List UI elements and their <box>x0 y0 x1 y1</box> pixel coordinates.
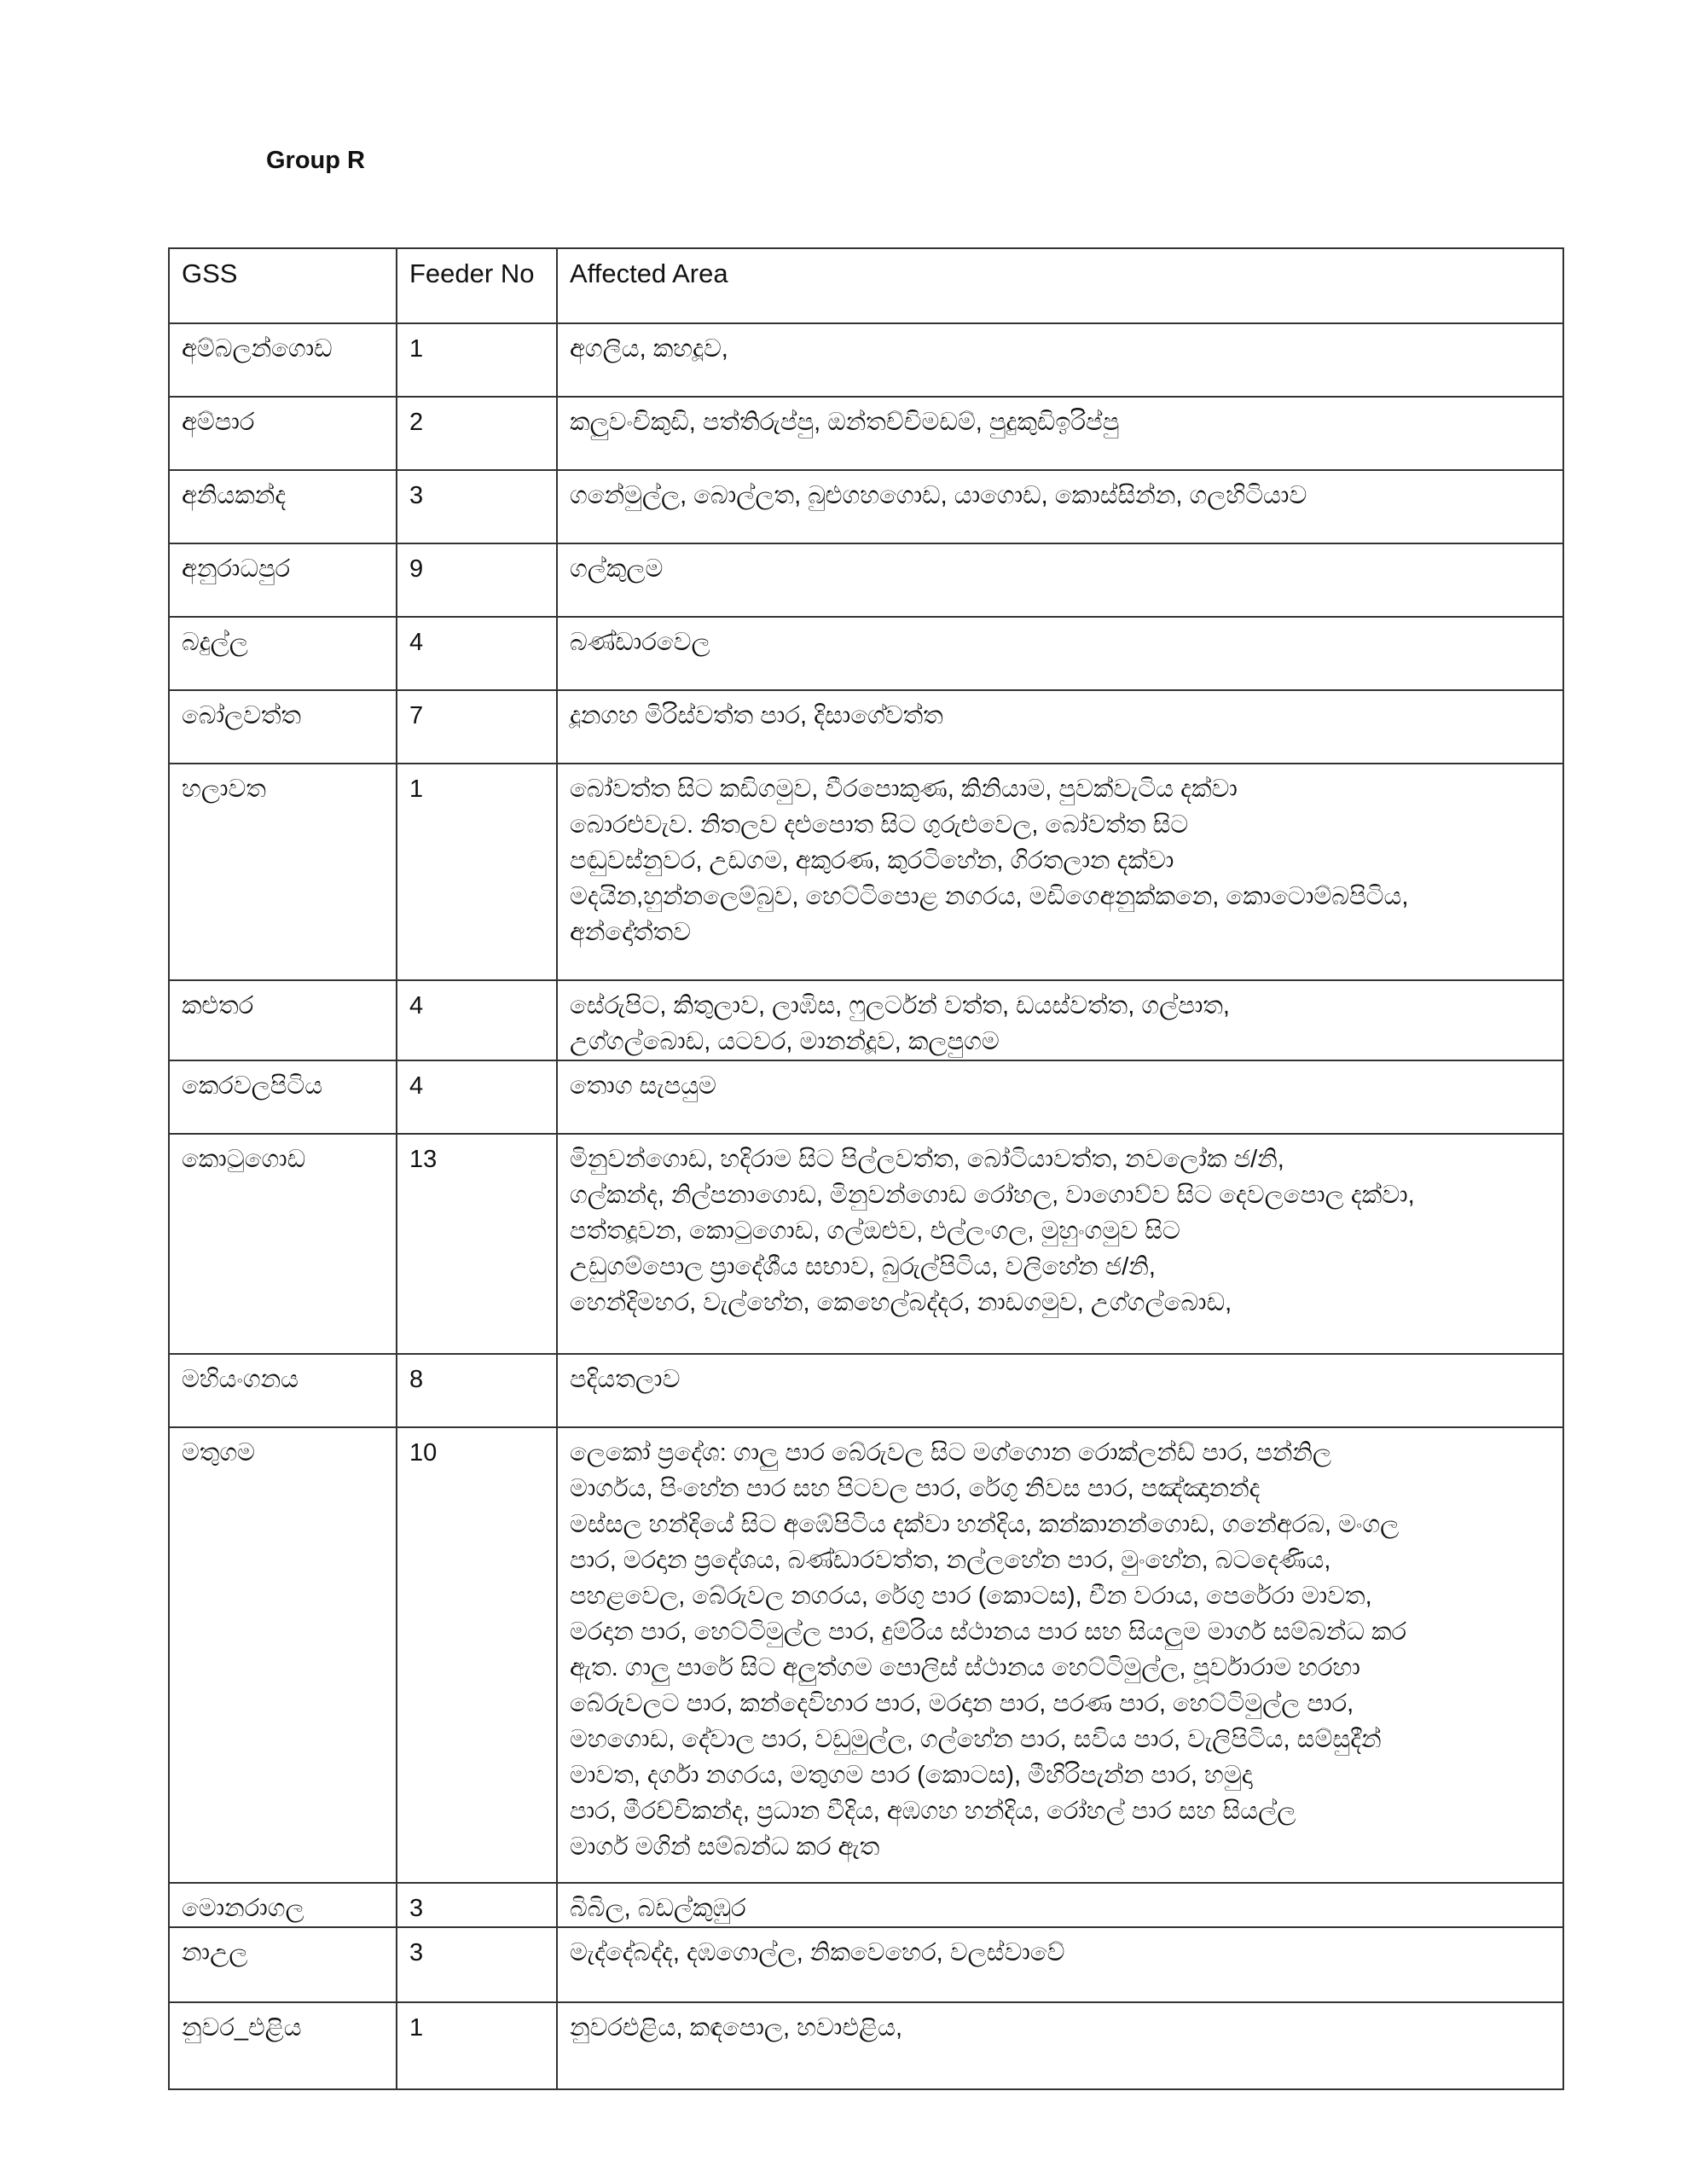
table-row <box>169 323 1563 397</box>
header-gss: GSS <box>169 248 397 323</box>
table-row <box>169 617 1563 690</box>
header-feeder-no: Feeder No <box>397 248 557 323</box>
cell-gss: බදුල්ල <box>169 617 397 690</box>
affected-area-line: අගලිය, කහදූව, <box>570 335 728 363</box>
cell-feeder-no: 8 <box>397 1354 557 1427</box>
affected-area-line: පඬුවස්නුවර, උඩගම, අකුරණ, කුරටිහේන, ගිරතලාන දක්වා <box>570 847 1174 874</box>
cell-feeder-no: 4 <box>397 617 557 690</box>
affected-area-line: මදයින,හුන්නලෙම්බුව, හෙට්ටිපොළ නගරය, මඩිගෙඅනුක්කනෙ, කොටොම්බපිටිය, <box>570 883 1409 910</box>
table-row <box>169 690 1563 764</box>
cell-feeder-no: 2 <box>397 397 557 470</box>
cell-gss: කෙරවලපිටිය <box>169 1060 397 1134</box>
table-row <box>169 1883 1563 1927</box>
table-row <box>169 470 1563 543</box>
affected-area-line: පාර, මීරච්චිකන්ද, ප්‍රධාන වීදිය, අඹගහ හන්දිය, රෝහල් පාර සහ සියල්ල <box>570 1798 1296 1825</box>
table-header-row <box>169 248 1563 323</box>
cell-affected-area <box>557 543 1563 617</box>
cell-gss: අම්පාර <box>169 397 397 470</box>
cell-affected-area <box>557 1883 1563 1927</box>
affected-area-line: බණ්ඩාරවෙල <box>570 629 710 656</box>
affected-area-line: උඩුගම්පොල ප්‍රාදේශීය සභාව, බුරුල්පිටිය, වලිහේන ජ/නි, <box>570 1253 1156 1281</box>
affected-area-line: හෙන්දිමහර, වැල්හේන, කෙහෙල්බද්දර, නාඩගමුව, උග්ගල්බොඩ, <box>570 1289 1232 1316</box>
table-row <box>169 1427 1563 1883</box>
cell-affected-area <box>557 1427 1563 1883</box>
affected-area-line: කලුවංචිකුඩි, පත්තිරුප්පු, ඔන්තච්චිමඩම්, පුදුකුඩිඉරිප්පු <box>570 409 1120 436</box>
table-row <box>169 1354 1563 1427</box>
cell-gss: අනුරාධපුර <box>169 543 397 617</box>
cell-feeder-no: 4 <box>397 1060 557 1134</box>
affected-area-line: පාර, මරදාන ප්‍රදේශය, බණ්ඩාරවත්ත, නල්ලහේන පාර, මුංහේන, බටදෙණිය, <box>570 1547 1331 1574</box>
cell-affected-area <box>557 1134 1563 1354</box>
table-body <box>169 323 1563 2089</box>
cell-affected-area <box>557 980 1563 1060</box>
cell-affected-area <box>557 1927 1563 2002</box>
cell-feeder-no: 1 <box>397 764 557 980</box>
affected-area-line: අන්දෝත්තව <box>570 919 691 946</box>
cell-gss: කළුතර <box>169 980 397 1060</box>
affected-area-line: නුවරඑළිය, කඳපොල, හවාඑළිය, <box>570 2014 903 2042</box>
cell-affected-area <box>557 1060 1563 1134</box>
cell-gss: බෝලවත්ත <box>169 690 397 764</box>
affected-area-line: මාර්ගය, පිංහේන පාර සහ පිටවල පාර, රේගු නිවස පාර, පඤ්ඤානන්ද <box>570 1475 1261 1502</box>
feeder-table <box>168 247 1564 2090</box>
affected-area-line: දූනගහ මිරිස්වත්ත පාර, දිසාගේවත්ත <box>570 702 943 729</box>
cell-feeder-no: 1 <box>397 2002 557 2089</box>
cell-affected-area <box>557 1354 1563 1427</box>
cell-feeder-no: 4 <box>397 980 557 1060</box>
affected-area-line: බිබිල, බඩල්කුඹුර <box>570 1895 746 1922</box>
table-row <box>169 1060 1563 1134</box>
cell-feeder-no: 3 <box>397 1927 557 2002</box>
affected-area-line: බෝවත්ත සිට කඩිගමුව, වීරපොකුණ, කිනියාම, පුවක්වැටිය දක්වා <box>570 775 1238 803</box>
affected-area-line: ගනේමුල්ල, බොල්ලත, බුළුගහගොඩ, යාගොඩ, කොස්සින්න, ගලහිටියාව <box>570 482 1307 509</box>
table-row <box>169 397 1563 470</box>
cell-affected-area <box>557 764 1563 980</box>
affected-area-line: මැද්දේබද්ද, දඹගොල්ල, නිකවෙහෙර, වලස්වාවේ <box>570 1939 1065 1966</box>
cell-feeder-no: 3 <box>397 1883 557 1927</box>
affected-area-line: ගල්කුලම <box>570 555 664 583</box>
cell-feeder-no: 1 <box>397 323 557 397</box>
cell-gss: මොනරාගල <box>169 1883 397 1927</box>
cell-gss: අම්බලන්ගොඩ <box>169 323 397 397</box>
affected-area-line: ලෙකෝ ප්‍රදේශ: ගාලු පාර බේරුවල සිට මග්ගොන රොක්ලන්ඩ් පාර, පන්නිල <box>570 1439 1332 1467</box>
affected-area-line: උග්ගල්බොඩ, යටවර, මානන්දූව, කලපුගම <box>570 1028 1000 1055</box>
group-title: Group R <box>266 147 365 174</box>
cell-gss: කොටුගොඩ <box>169 1134 397 1354</box>
cell-feeder-no: 7 <box>397 690 557 764</box>
affected-area-line: මරදාන පාර, හෙට්ටිමුල්ල පාර, දුම්රිය ස්ථානය පාර සහ සියලුම මාර්ග සම්බන්ධ කර <box>570 1618 1407 1646</box>
cell-gss: මහියංගනය <box>169 1354 397 1427</box>
affected-area-line: ගල්කන්ද, නිල්පනාගොඩ, මිනුවන්ගොඩ රෝහල, වාගොව්ව සිට දෙවලපොල දක්වා, <box>570 1182 1415 1209</box>
affected-area-line: පදියතලාව <box>570 1366 681 1393</box>
affected-area-line: තොග සැපයුම <box>570 1072 716 1100</box>
affected-area-line: බොරළුවැව. නිතලව දළුපොත සිට ගුරුළුවෙල, බෝවත්ත සිට <box>570 811 1189 839</box>
cell-gss: නාඋල <box>169 1927 397 2002</box>
affected-area-line: බේරුවලට පාර, කන්දෙවිහාර පාර, මරදාන පාර, පරණ පාර, හෙට්ටිමුල්ල පාර, <box>570 1690 1354 1717</box>
cell-affected-area <box>557 617 1563 690</box>
table-row <box>169 1927 1563 2002</box>
affected-area-line: පත්තදූවන, කොටුගොඩ, ගල්ඔළුව, එල්ලංගල, මුහුංගමුව සිට <box>570 1217 1180 1245</box>
cell-gss: නුවර_එළිය <box>169 2002 397 2089</box>
cell-feeder-no: 3 <box>397 470 557 543</box>
table-row <box>169 543 1563 617</box>
affected-area-line: මස්සල හන්දියේ සිට අඹේපිටිය දක්වා හන්දිය, කන්කානන්ගොඩ, ගනේඅරබ, මංගල <box>570 1511 1400 1538</box>
table-row <box>169 764 1563 980</box>
cell-affected-area <box>557 690 1563 764</box>
affected-area-line: මාර්ග මගින් සම්බන්ධ කර ඇත <box>570 1833 880 1861</box>
cell-gss: අනියකන්ද <box>169 470 397 543</box>
cell-affected-area <box>557 470 1563 543</box>
cell-feeder-no: 13 <box>397 1134 557 1354</box>
cell-affected-area <box>557 397 1563 470</box>
cell-gss: මතුගම <box>169 1427 397 1883</box>
cell-feeder-no: 10 <box>397 1427 557 1883</box>
header-affected-area: Affected Area <box>557 248 1563 323</box>
cell-affected-area <box>557 2002 1563 2089</box>
table-row <box>169 1134 1563 1354</box>
affected-area-line: පහළවෙල, බේරුවල නගරය, රේගු පාර (කොටස), චීන වරාය, පෙරේරා මාවත, <box>570 1583 1372 1610</box>
affected-area-line: ඇත. ගාලු පාරේ සිට අලුත්ගම පොලිස් ස්ථානය හෙට්ටිමුල්ල, පූර්වාරාම හරහා <box>570 1654 1360 1682</box>
cell-affected-area <box>557 323 1563 397</box>
cell-feeder-no: 9 <box>397 543 557 617</box>
table-row <box>169 2002 1563 2089</box>
cell-gss: හලාවත <box>169 764 397 980</box>
affected-area-line: මාවත, දර්ගා නගරය, මතුගම පාර (කොටස), මීහිරිපැන්න පාර, හමුදා <box>570 1762 1253 1789</box>
affected-area-line: සේරුපිට, කිතුලාව, ලාඹිස, ෆුලර්ටන් වත්ත, ඩයස්වත්ත, ගල්පාත, <box>570 992 1230 1019</box>
affected-area-line: මහගොඩ, දේවාල පාර, වඩුමුල්ල, ගල්හේන පාර, සවිය පාර, වැලිපිටිය, සම්සුදීන් <box>570 1726 1382 1753</box>
affected-area-line: මිනුවන්ගොඩ, හදිරාම සිට පිල්ලවත්ත, බෝටියාවත්ත, නවලෝක ජ/නි, <box>570 1146 1284 1173</box>
table-row <box>169 980 1563 1060</box>
